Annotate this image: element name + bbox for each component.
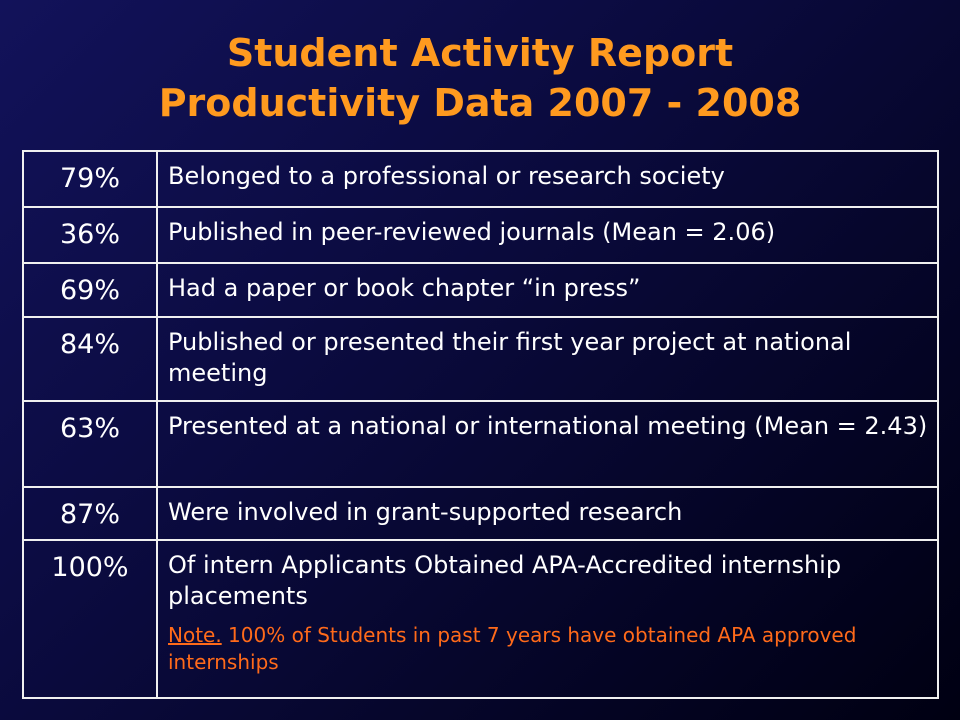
- title-line-2: Productivity Data 2007 - 2008: [158, 81, 802, 125]
- slide-title: [0, 28, 960, 128]
- description-cell: Had a paper or book chapter “in press”: [157, 263, 938, 317]
- table-row: [23, 263, 938, 317]
- percent-cell: 87%: [23, 487, 157, 540]
- percent-cell: 100%: [23, 540, 157, 698]
- description-cell: Belonged to a professional or research society: [157, 151, 938, 207]
- table-row: [23, 317, 938, 401]
- table-row: [23, 151, 938, 207]
- description-cell: [157, 540, 938, 698]
- description-cell: Presented at a national or international meeting (Mean = 2.43): [157, 401, 938, 487]
- description-cell: Published or presented their first year project at national meeting: [157, 317, 938, 401]
- note-text: 100% of Students in past 7 years have obtained APA approved internships: [168, 623, 857, 674]
- table-row: [23, 540, 938, 698]
- description-cell: Were involved in grant-supported research: [157, 487, 938, 540]
- percent-cell: 84%: [23, 317, 157, 401]
- title-line-1: Student Activity Report: [226, 31, 734, 75]
- percent-cell: 69%: [23, 263, 157, 317]
- percent-cell: 63%: [23, 401, 157, 487]
- note-label: Note.: [168, 623, 222, 647]
- description-text: Of intern Applicants Obtained APA-Accredited internship placements: [168, 551, 842, 610]
- footnote: [168, 622, 929, 676]
- productivity-table: [22, 150, 939, 699]
- percent-cell: 36%: [23, 207, 157, 263]
- table-row: [23, 401, 938, 487]
- percent-cell: 79%: [23, 151, 157, 207]
- table-row: [23, 207, 938, 263]
- table-row: [23, 487, 938, 540]
- description-cell: Published in peer-reviewed journals (Mean = 2.06): [157, 207, 938, 263]
